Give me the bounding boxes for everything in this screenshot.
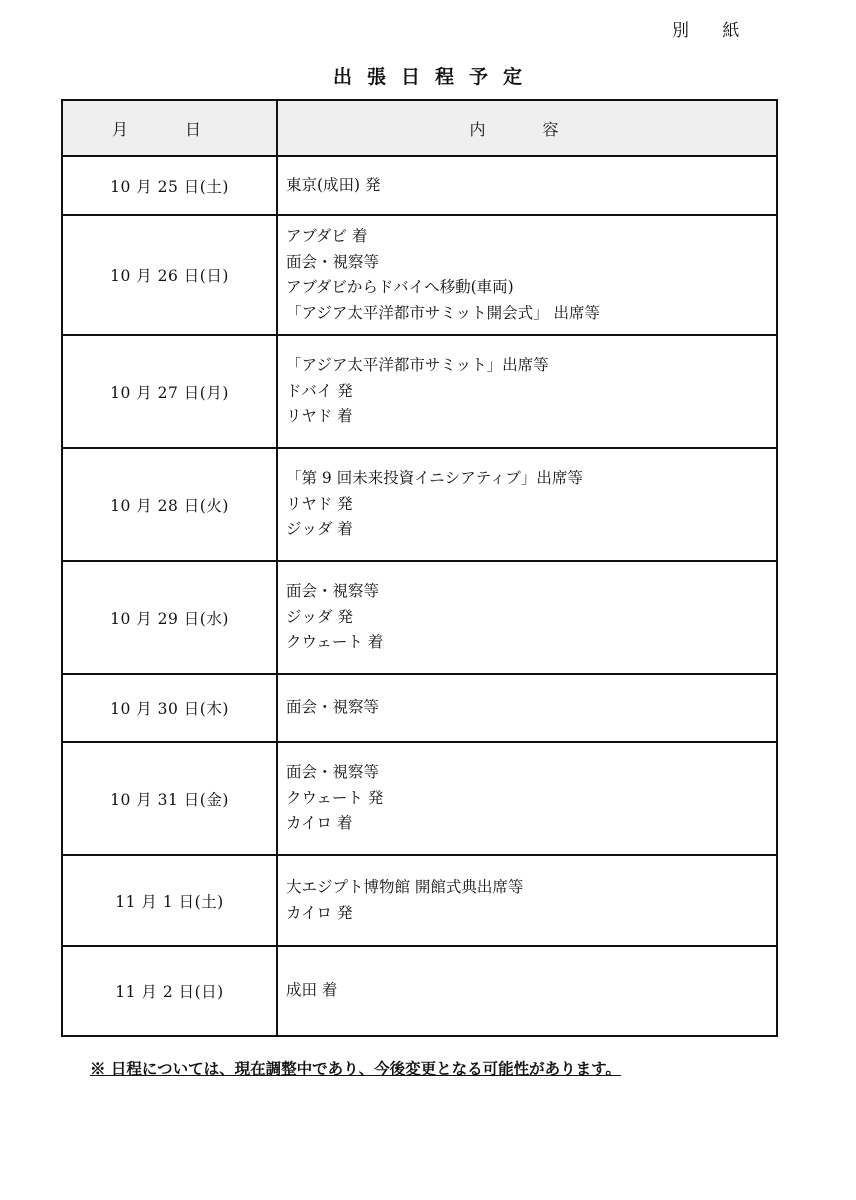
content-line: 成田 着 xyxy=(286,981,338,1000)
table-row xyxy=(62,156,777,215)
content-line: ドバイ 発 xyxy=(286,381,353,400)
content-line: ジッダ 発 xyxy=(286,607,353,626)
date-cell: 10 月 26 日(日) xyxy=(62,215,277,335)
content-line: カイロ 発 xyxy=(286,903,353,922)
content-line: アブダビ 着 xyxy=(286,227,368,245)
content-cell xyxy=(277,674,777,742)
content-line: 東京(成田) 発 xyxy=(286,175,381,194)
content-cell xyxy=(277,742,777,855)
content-cell xyxy=(277,335,777,448)
content-line: 「アジア太平洋都市サミット」出席等 xyxy=(286,356,549,375)
content-line: 大エジプト博物館 開館式典出席等 xyxy=(286,878,524,896)
content-line: クウェート 発 xyxy=(286,788,384,807)
content-cell xyxy=(277,215,777,335)
date-cell: 10 月 29 日(水) xyxy=(62,561,277,674)
content-cell xyxy=(277,855,777,946)
content-cell xyxy=(277,946,777,1036)
column-header-date: 月 日 xyxy=(62,100,277,156)
table-row xyxy=(62,335,777,448)
content-line: アブダビからドバイへ移動(車両) xyxy=(286,278,514,296)
content-line: クウェート 着 xyxy=(286,633,384,652)
date-cell: 10 月 27 日(月) xyxy=(62,335,277,448)
schedule-note: ※ 日程については、現在調整中であり、今後変更となる可能性があります。 xyxy=(90,1059,621,1078)
date-cell: 10 月 25 日(土) xyxy=(62,156,277,215)
content-line: リヤド 発 xyxy=(286,494,353,513)
table-row xyxy=(62,742,777,855)
content-line: 面会・視察等 xyxy=(286,763,380,782)
content-line: 面会・視察等 xyxy=(286,698,380,717)
document-title: 出張日程予定 xyxy=(332,66,537,88)
date-cell: 11 月 2 日(日) xyxy=(62,946,277,1036)
date-cell: 10 月 31 日(金) xyxy=(62,742,277,855)
table-row xyxy=(62,561,777,674)
content-cell xyxy=(277,156,777,215)
content-cell xyxy=(277,448,777,561)
content-line: 「第 9 回未来投資イニシアティブ」出席等 xyxy=(286,469,583,488)
date-cell: 11 月 1 日(土) xyxy=(62,855,277,946)
table-row xyxy=(62,855,777,946)
table-row xyxy=(62,946,777,1036)
table-row xyxy=(62,215,777,335)
content-line: 面会・視察等 xyxy=(286,582,380,601)
date-cell: 10 月 28 日(火) xyxy=(62,448,277,561)
table-row xyxy=(62,674,777,742)
content-line: ジッダ 着 xyxy=(286,520,353,539)
content-cell xyxy=(277,561,777,674)
table-header-row xyxy=(62,100,777,156)
table-row xyxy=(62,448,777,561)
content-line: リヤド 着 xyxy=(286,407,353,426)
content-line: カイロ 着 xyxy=(286,814,353,833)
column-header-content: 内 容 xyxy=(277,100,777,156)
schedule-table xyxy=(61,99,778,1037)
attachment-label: 別 紙 xyxy=(672,21,754,41)
date-cell: 10 月 30 日(木) xyxy=(62,674,277,742)
content-line: 面会・視察等 xyxy=(286,252,380,271)
content-line: 「アジア太平洋都市サミット開会式」 出席等 xyxy=(286,303,600,322)
